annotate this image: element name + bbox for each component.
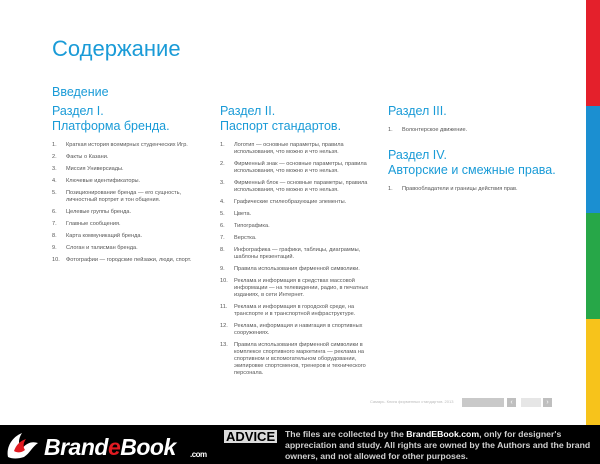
- toc-item-text: Логотип — основные параметры, правила использования, что можно и что нельзя.: [234, 142, 344, 155]
- page-title: Содержание: [52, 36, 181, 61]
- toc-item-text: Фирменный знак — основные параметры, правила использования, что можно и что нельзя.: [234, 161, 367, 174]
- toc-item[interactable]: [220, 235, 380, 242]
- toc-item-text: Графические стилеобразующие элементы.: [234, 199, 347, 205]
- toc-item-number: 7.: [220, 235, 225, 241]
- toc-item-text: Волонтерское движение.: [402, 127, 468, 133]
- color-stripe: [586, 0, 600, 425]
- toc-item-text: Фотографии — городские пейзажи, люди, спорт.: [66, 257, 192, 263]
- toc-item[interactable]: [52, 178, 212, 185]
- toc-item-text: Цвета.: [234, 211, 252, 217]
- toc-item-number: 8.: [220, 247, 225, 253]
- toc-item[interactable]: [52, 190, 212, 204]
- toc-item-text: Целевые группы бренда.: [66, 209, 132, 215]
- toc-item[interactable]: [220, 180, 380, 194]
- toc-item-number: 3.: [220, 180, 225, 186]
- toc-item[interactable]: [220, 342, 380, 377]
- toc-item-text: Типографика.: [234, 223, 270, 229]
- toc-item[interactable]: [220, 304, 380, 318]
- toc-item[interactable]: [220, 266, 380, 273]
- toc-item-text: Позиционирование бренда — его сущность, личностный портрет и тон общения.: [66, 190, 182, 203]
- color-stripe-blue: [586, 106, 600, 212]
- toc-item-number: 10.: [52, 257, 60, 263]
- toc-item-text: Карта коммуникаций бренда.: [66, 233, 143, 239]
- toc-item[interactable]: [52, 142, 212, 149]
- section-list: [388, 127, 568, 134]
- section-heading[interactable]: Раздел III.: [388, 104, 447, 118]
- footer-caption: Самарь. Книга фирменных стандартов. 2013: [370, 399, 454, 404]
- toc-item-text: Ключевые идентификаторы.: [66, 178, 141, 184]
- toc-item-number: 1.: [388, 186, 393, 192]
- copyright-notice: The files are collected by the BrandEBook.com, only for designer's appreciation and study. All rights are owned by the Authors and the brand owners, and not allowed for other purposes.: [285, 429, 591, 461]
- toc-item-number: 5.: [52, 190, 57, 196]
- toc-item-text: Реклама и информация в городской среде, на транспорте и в транспортной инфраструктуре.: [234, 304, 356, 317]
- section-list: [388, 186, 568, 193]
- toc-item[interactable]: [52, 233, 212, 240]
- toc-item[interactable]: [220, 142, 380, 156]
- toc-item-number: 6.: [52, 209, 57, 215]
- toc-item-number: 5.: [220, 211, 225, 217]
- toc-item[interactable]: [388, 127, 568, 134]
- chevron-left-icon[interactable]: ‹: [507, 398, 516, 407]
- toc-item[interactable]: [220, 161, 380, 175]
- toc-item[interactable]: [220, 199, 380, 206]
- section-list: [220, 142, 380, 377]
- toc-item[interactable]: [52, 166, 212, 173]
- toc-item[interactable]: [52, 221, 212, 228]
- toc-item-text: Миссия Универсиады.: [66, 166, 124, 172]
- toc-item-text: Правила использования фирменной символики.: [234, 266, 360, 272]
- section-column-3: [388, 104, 568, 198]
- nav-bar: [462, 398, 504, 407]
- toc-item-text: Реклама, информация и навигация в спортивных сооружениях.: [234, 323, 363, 336]
- toc-item-text: Факты о Казани.: [66, 154, 109, 160]
- toc-item-number: 3.: [52, 166, 57, 172]
- toc-item-number: 2.: [220, 161, 225, 167]
- section-subtitle[interactable]: Паспорт стандартов.: [220, 119, 342, 133]
- toc-item-number: 2.: [52, 154, 57, 160]
- toc-item-text: Верстка.: [234, 235, 257, 241]
- toc-item-number: 13.: [220, 342, 228, 348]
- section-subtitle[interactable]: Платформа бренда.: [52, 119, 170, 133]
- toc-item-number: 8.: [52, 233, 57, 239]
- intro-link[interactable]: Введение: [52, 85, 109, 99]
- toc-item[interactable]: [220, 247, 380, 261]
- toc-item-text: Инфографика — графики, таблицы, диаграммы, шаблоны презентаций.: [234, 247, 361, 260]
- toc-item-text: Правообладатели и границы действия прав.: [402, 186, 518, 192]
- toc-item-number: 4.: [220, 199, 225, 205]
- toc-item-number: 1.: [52, 142, 57, 148]
- toc-item[interactable]: [220, 278, 380, 299]
- toc-item-text: Реклама и информация в средствах массовой информации — на телевидении, радио, в печатных изданиях, в сети Интернет.: [234, 278, 369, 298]
- chevron-right-icon[interactable]: ›: [543, 398, 552, 407]
- section-heading[interactable]: Раздел I.: [52, 104, 104, 118]
- brandebook-logo-icon: [4, 429, 42, 461]
- advice-label: ADVICE: [226, 429, 276, 444]
- toc-item[interactable]: [220, 223, 380, 230]
- toc-item[interactable]: [388, 186, 568, 193]
- color-stripe-green: [586, 213, 600, 319]
- color-stripe-red: [586, 0, 600, 106]
- toc-item[interactable]: [220, 323, 380, 337]
- toc-item-number: 10.: [220, 278, 228, 284]
- toc-item-number: 11.: [220, 304, 228, 310]
- toc-item-number: 4.: [52, 178, 57, 184]
- toc-item-number: 12.: [220, 323, 228, 329]
- section-heading[interactable]: Раздел IV.: [388, 148, 447, 162]
- toc-item[interactable]: [52, 209, 212, 216]
- toc-item-text: Главные сообщения.: [66, 221, 121, 227]
- section-list: [52, 142, 212, 264]
- toc-item-text: Фирменный блок — основные параметры, правила использования, что можно и что нельзя.: [234, 180, 368, 193]
- section-subtitle[interactable]: Авторские и смежные права.: [388, 163, 556, 177]
- color-stripe-yellow: [586, 319, 600, 425]
- toc-item[interactable]: [52, 154, 212, 161]
- toc-item-number: 9.: [52, 245, 57, 251]
- toc-item-number: 1.: [388, 127, 393, 133]
- section-heading[interactable]: Раздел II.: [220, 104, 276, 118]
- brandebook-wordmark: BrandeBook .com: [44, 434, 207, 460]
- toc-item-number: 9.: [220, 266, 225, 272]
- toc-item[interactable]: [220, 211, 380, 218]
- toc-item-text: Слоган и талисман бренда.: [66, 245, 138, 251]
- toc-item[interactable]: [52, 245, 212, 252]
- toc-item-number: 1.: [220, 142, 225, 148]
- toc-item-text: Краткая история всемирных студенческих Игр.: [66, 142, 188, 148]
- toc-item-number: 7.: [52, 221, 57, 227]
- page-indicator: [521, 398, 541, 407]
- toc-item-number: 6.: [220, 223, 225, 229]
- section-column-2: [220, 104, 380, 382]
- section-column-1: [52, 104, 212, 269]
- toc-item[interactable]: [52, 257, 212, 264]
- toc-item-text: Правила использования фирменной символики в комплексе спортивного маркетинга — реклама на спортивном и вспомогательном оборудовании, экипировке спортсменов, тренеров и технического персонала.: [234, 342, 366, 376]
